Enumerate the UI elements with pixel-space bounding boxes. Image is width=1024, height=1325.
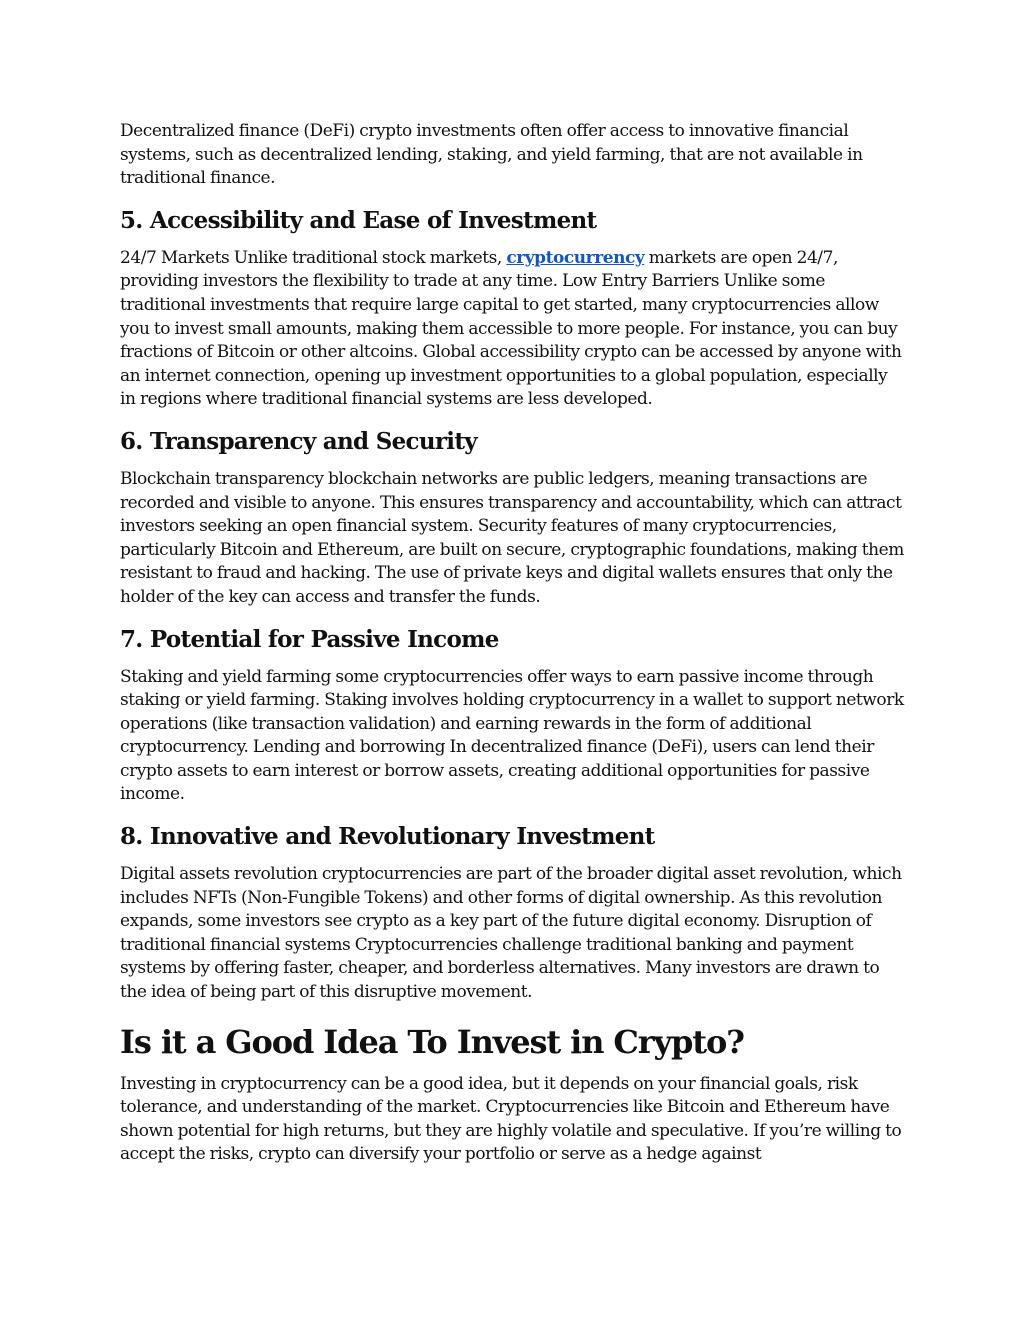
cryptocurrency-link[interactable]: cryptocurrency — [506, 247, 645, 268]
section-6-paragraph: Blockchain transparency blockchain networks are public ledgers, meaning transactions are recorded and visible to anyone. This ensures transparency and accountability, which can attract investors seeking an open financial system. Security features of many cryptocurrencies, particularly Bitcoin and Ethereum, are built on secure, cryptographic foundations, making them resistant to fraud and hacking. The use of private keys and digital wallets ensures that only the holder of the key can access and transfer the funds. — [120, 468, 904, 607]
intro-paragraph: Decentralized finance (DeFi) crypto investments often offer access to innovative financial systems, such as decentralized lending, staking, and yield farming, that are not available in traditional finance. — [120, 121, 863, 189]
section-7-paragraph: Staking and yield farming some cryptocurrencies offer ways to earn passive income through staking or yield farming. Staking involves holding cryptocurrency in a wallet to support network operations (like transaction validation) and earning rewards in the form of additional cryptocurrency. Lending and borrowing In decentralized finance (DeFi), users can lend their crypto assets to earn interest or borrow assets, creating additional opportunities for passive income. — [120, 666, 904, 805]
good-idea-paragraph: Investing in cryptocurrency can be a good idea, but it depends on your financial goals, risk tolerance, and understanding of the market. Cryptocurrencies like Bitcoin and Ethereum have shown potential for high returns, but they are highly volatile and speculative. If you’re willing to accept the risks, crypto can diversify your portfolio or serve as a hedge against — [120, 1073, 902, 1165]
section-5-heading: 5. Accessibility and Ease of Investment — [120, 206, 597, 234]
section-5-text-end: markets are open 24/7, providing investors the flexibility to trade at any time. Low Entry Barriers Unlike some traditional investments that require large capital to get started, many cryptocurrencies allow you to invest small amounts, making them accessible to more people. For instance, you can buy fractions of Bitcoin or other altcoins. Global accessibility crypto can be accessed by anyone with an internet connection, opening up investment opportunities to a global population, especially in regions where traditional financial systems are less developed. — [120, 247, 902, 410]
section-8-paragraph: Digital assets revolution cryptocurrencies are part of the broader digital asset revolution, which includes NFTs (Non-Fungible Tokens) and other forms of digital ownership. As this revolution expands, some investors see crypto as a key part of the future digital economy. Disruption of traditional financial systems Cryptocurrencies challenge traditional banking and payment systems by offering faster, cheaper, and borderless alternatives. Many investors are drawn to the idea of being part of this disruptive movement. — [120, 864, 902, 1003]
document-page — [120, 120, 905, 1177]
section-7-heading: 7. Potential for Passive Income — [120, 625, 499, 653]
good-idea-heading: Is it a Good Idea To Invest in Crypto? — [120, 1022, 744, 1061]
section-6-heading: 6. Transparency and Security — [120, 427, 477, 455]
section-8-heading: 8. Innovative and Revolutionary Investment — [120, 823, 655, 851]
section-5-paragraph — [120, 247, 905, 412]
section-5-text-start: 24/7 Markets Unlike traditional stock markets, — [120, 247, 507, 268]
